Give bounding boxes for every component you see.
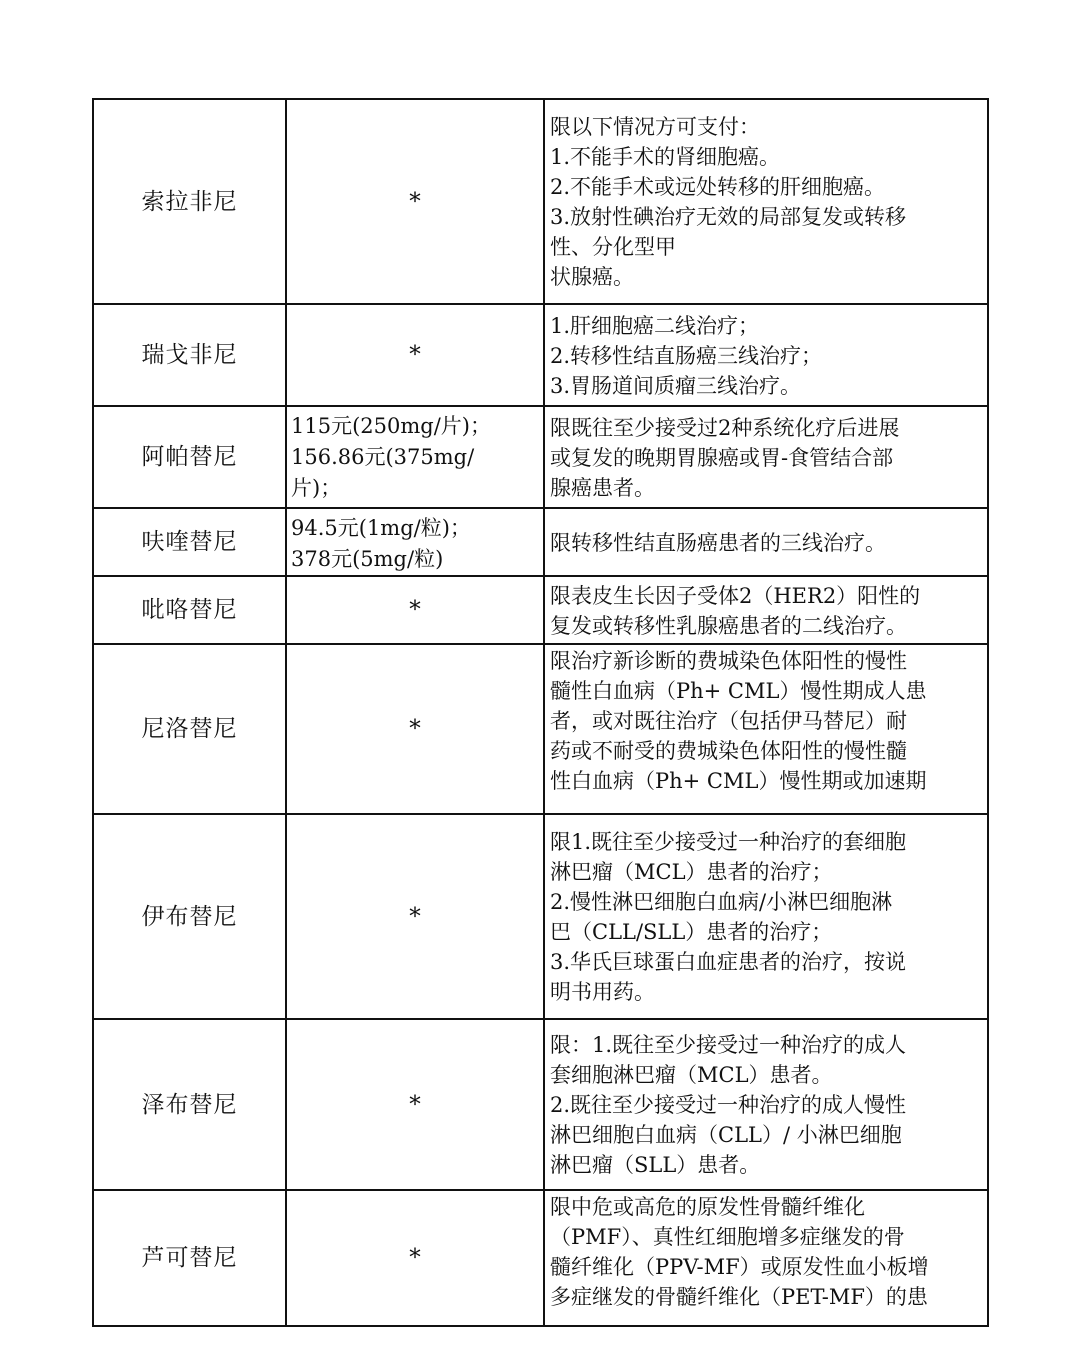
price-placeholder-asterisk: * <box>409 188 421 215</box>
condition-line: 1.肝细胞癌二线治疗； <box>550 313 760 338</box>
price-line: 片)； <box>291 476 342 500</box>
condition-line: 3.胃肠道间质瘤三线治疗。 <box>550 373 802 398</box>
condition-line: （PMF）、真性红细胞增多症继发的骨 <box>550 1225 905 1249</box>
condition-line: 套细胞淋巴瘤（MCL）患者。 <box>550 1063 833 1087</box>
condition-line: 多症继发的骨髓纤维化（PET-MF）的患 <box>550 1285 928 1309</box>
price-placeholder-asterisk: * <box>409 716 421 742</box>
price-line: 156.86元(375mg/ <box>291 445 475 469</box>
condition-line: 或复发的晚期胃腺癌或胃-食管结合部 <box>550 445 894 470</box>
drug-name-cell <box>93 1019 286 1190</box>
payment-condition-cell <box>544 406 988 508</box>
drug-name: 吡咯替尼 <box>141 597 238 623</box>
drug-price-cell <box>286 1190 544 1326</box>
price-line: 94.5元(1mg/粒)； <box>291 516 471 540</box>
price-placeholder-asterisk: * <box>409 597 421 623</box>
table-row <box>93 576 988 644</box>
drug-name: 伊布替尼 <box>141 903 238 930</box>
payment-condition-cell <box>544 99 988 304</box>
drug-price-cell <box>286 406 544 508</box>
table-row <box>93 508 988 576</box>
drug-price-cell <box>286 304 544 406</box>
payment-condition-cell <box>544 1190 988 1326</box>
drug-name: 尼洛替尼 <box>141 716 238 742</box>
price-line: 378元(5mg/粒) <box>291 547 444 571</box>
payment-condition-cell <box>544 304 988 406</box>
drug-price-cell <box>286 508 544 576</box>
condition-line: 髓纤维化（PPV-MF）或原发性血小板增 <box>550 1255 929 1279</box>
drug-name-cell <box>93 644 286 814</box>
condition-line: 限转移性结直肠癌患者的三线治疗。 <box>550 530 886 555</box>
drug-name-cell <box>93 1190 286 1326</box>
drug-price-cell <box>286 644 544 814</box>
drug-name-cell <box>93 508 286 576</box>
condition-line: 限治疗新诊断的费城染色体阳性的慢性 <box>550 649 907 673</box>
condition-line: 药或不耐受的费城染色体阳性的慢性髓 <box>550 739 907 763</box>
drug-price-cell <box>286 1019 544 1190</box>
drug-name: 阿帕替尼 <box>141 444 238 470</box>
condition-line: 3.放射性碘治疗无效的局部复发或转移 <box>550 205 907 229</box>
condition-line: 限既往至少接受过2种系统化疗后进展 <box>550 415 900 440</box>
table-row <box>93 406 988 508</box>
table-row <box>93 1019 988 1190</box>
condition-line: 淋巴瘤（MCL）患者的治疗； <box>550 860 833 884</box>
payment-condition-cell <box>544 644 988 814</box>
condition-line: 腺癌患者。 <box>550 475 655 500</box>
condition-line: 限表皮生长因子受体2（HER2）阳性的 <box>550 583 921 608</box>
condition-line: 明书用药。 <box>550 980 655 1004</box>
drug-name: 瑞戈非尼 <box>141 342 238 368</box>
table-row <box>93 1190 988 1326</box>
condition-line: 2.不能手术或远处转移的肝细胞癌。 <box>550 175 886 199</box>
condition-line: 者，或对既往治疗（包括伊马替尼）耐 <box>550 709 907 733</box>
payment-condition-cell <box>544 576 988 644</box>
condition-line: 1.不能手术的肾细胞癌。 <box>550 145 781 169</box>
payment-condition-cell <box>544 508 988 576</box>
drug-reimbursement-table <box>92 98 989 1327</box>
price-placeholder-asterisk: * <box>409 342 421 368</box>
condition-line: 2.转移性结直肠癌三线治疗； <box>550 343 823 368</box>
drug-name-cell <box>93 304 286 406</box>
drug-price-cell <box>286 814 544 1019</box>
payment-condition-cell <box>544 814 988 1019</box>
drug-name: 泽布替尼 <box>141 1091 238 1118</box>
condition-line: 限以下情况方可支付： <box>550 115 760 139</box>
drug-name: 芦可替尼 <box>141 1245 238 1271</box>
price-placeholder-asterisk: * <box>409 1091 421 1118</box>
condition-line: 性、分化型甲 <box>550 235 676 259</box>
condition-line: 复发或转移性乳腺癌患者的二线治疗。 <box>550 613 907 638</box>
drug-price-cell <box>286 99 544 304</box>
condition-line: 淋巴瘤（SLL）患者。 <box>550 1153 761 1177</box>
drug-name-cell <box>93 576 286 644</box>
table-row <box>93 304 988 406</box>
condition-line: 2.既往至少接受过一种治疗的成人慢性 <box>550 1093 907 1117</box>
drug-name: 索拉非尼 <box>141 188 238 215</box>
table-row <box>93 814 988 1019</box>
condition-line: 状腺癌。 <box>550 265 634 289</box>
condition-line: 髓性白血病（Ph+ CML）慢性期成人患 <box>550 679 927 703</box>
drug-name-cell <box>93 406 286 508</box>
payment-condition-cell <box>544 1019 988 1190</box>
condition-line: 3.华氏巨球蛋白血症患者的治疗，按说 <box>550 950 907 974</box>
drug-name-cell <box>93 814 286 1019</box>
price-placeholder-asterisk: * <box>409 1245 421 1271</box>
drug-price-cell <box>286 576 544 644</box>
condition-line: 2.慢性淋巴细胞白血病/小淋巴细胞淋 <box>550 890 893 914</box>
drug-name-cell <box>93 99 286 304</box>
table-row <box>93 644 988 814</box>
drug-name: 呋喹替尼 <box>141 529 238 555</box>
condition-line: 限中危或高危的原发性骨髓纤维化 <box>550 1195 865 1219</box>
condition-line: 性白血病（Ph+ CML）慢性期或加速期 <box>550 769 927 793</box>
table-row <box>93 99 988 304</box>
condition-line: 巴（CLL/SLL）患者的治疗； <box>550 920 833 944</box>
price-line: 115元(250mg/片)； <box>291 414 491 438</box>
condition-line: 淋巴细胞白血病（CLL）/ 小淋巴细胞 <box>550 1123 902 1147</box>
condition-line: 限：1.既往至少接受过一种治疗的成人 <box>550 1033 907 1057</box>
condition-line: 限1.既往至少接受过一种治疗的套细胞 <box>550 830 907 854</box>
price-placeholder-asterisk: * <box>409 903 421 930</box>
